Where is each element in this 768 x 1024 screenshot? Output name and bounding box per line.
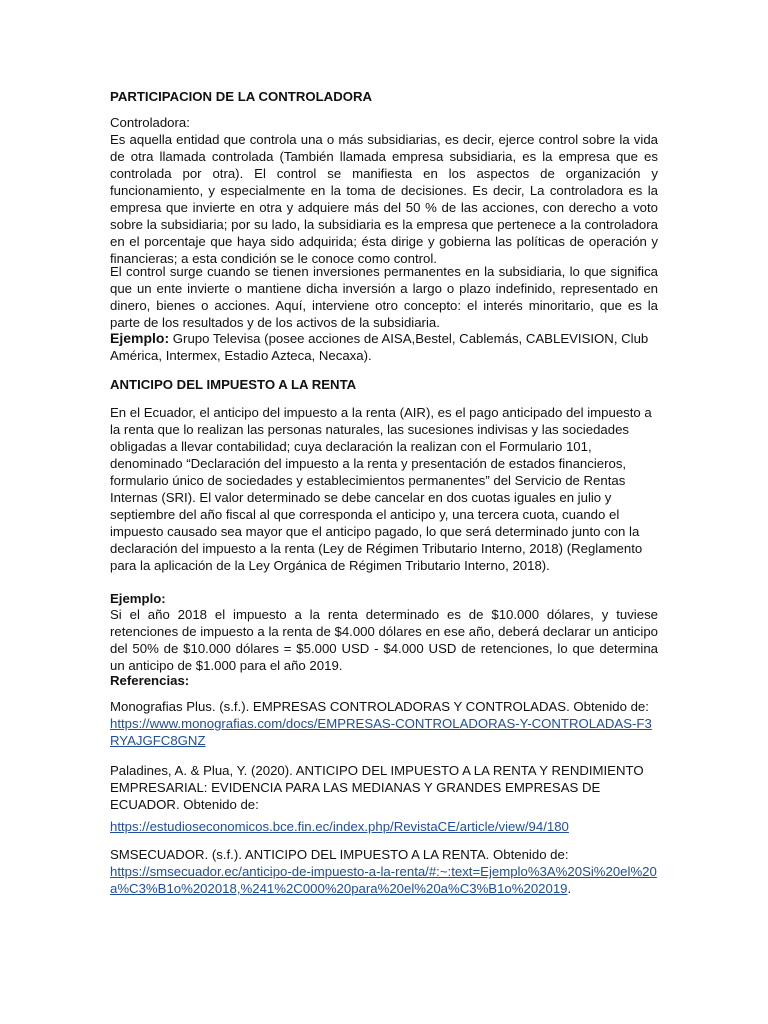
reference-item bbox=[110, 762, 658, 813]
example-label: Ejemplo: bbox=[110, 330, 170, 346]
section-title-controladora: PARTICIPACION DE LA CONTROLADORA bbox=[110, 89, 373, 104]
reference-suffix: . bbox=[567, 881, 572, 896]
reference-link[interactable]: https://estudioseconomicos.bce.fin.ec/index.php/RevistaCE/article/view/94/180 bbox=[110, 819, 569, 834]
reference-link[interactable]: https://www.monografias.com/docs/EMPRESAS-CONTROLADORAS-Y-CONTROLADAS-F3RYAJGFC8GNZ bbox=[110, 716, 652, 748]
reference-item bbox=[110, 698, 658, 749]
example-label-anticipo: Ejemplo: bbox=[110, 591, 166, 606]
subtitle-controladora: Controladora: bbox=[110, 115, 190, 130]
reference-text: Paladines, A. & Plua, Y. (2020). ANTICIPO DEL IMPUESTO A LA RENTA Y RENDIMIENTO EMPRESARIAL: EVIDENCIA PARA LAS MEDIANAS Y GRANDES EMPRESAS DE ECUADOR. Obtenido de: bbox=[110, 763, 644, 812]
references-label: Referencias: bbox=[110, 673, 190, 688]
paragraph-control-surge: El control surge cuando se tienen inversiones permanentes en la subsidiaria, lo que significa que un ente invierte o mantiene dicha inversión a largo o plazo indefinido, representado en dinero, bienes o acciones. Aquí, interviene otro concepto: el interés minoritario, que es la parte de los resultados y de los activos de la subsidiaria. bbox=[110, 264, 658, 330]
reference-link[interactable]: https://smsecuador.ec/anticipo-de-impuesto-a-la-renta/#:~:text=Ejemplo%3A%20Si%20el%20a%C3%B1o%202018,%241%2C000%20para%20el%20a%C3%B1o%202019 bbox=[110, 864, 657, 896]
paragraph-anticipo: En el Ecuador, el anticipo del impuesto a la renta (AIR), es el pago anticipado del impuesto a la renta que lo realizan las personas naturales, las sucesiones indivisas y las sociedades obligadas a llevar contabilidad; cuya declaración la realizan con el Formulario 101, denominado “Declaración del impuesto a la renta y presentación de estados financieros, formulario único de sociedades y establecimientos permanentes” del Servicio de Rentas Internas (SRI). El valor determinado se debe cancelar en dos cuotas iguales en julio y septiembre del año fiscal al que corresponda el anticipo y, una tercera cuota, cuando el impuesto causado sea mayor que el anticipo pagado, lo que será determinado junto con la declaración del impuesto a la renta (Ley de Régimen Tributario Interno, 2018) (Reglamento para la aplicación de la Ley Orgánica de Régimen Tributario Interno, 2018). bbox=[110, 405, 652, 573]
reference-item bbox=[110, 818, 658, 835]
example-text: Grupo Televisa (posee acciones de AISA,Bestel, Cablemás, CABLEVISION, Club América, Intermex, Estadio Azteca, Necaxa). bbox=[110, 331, 649, 363]
example-controladora bbox=[110, 330, 658, 364]
paragraph-example-anticipo: Si el año 2018 el impuesto a la renta determinado es de $10.000 dólares, y tuviese retenciones de impuesto a la renta de $4.000 dólares en ese año, deberá declarar un anticipo del 50% de $10.000 dólares = $5.000 USD - $4.000 USD de retenciones, lo que determina un anticipo de $1.000 para el año 2019. bbox=[110, 607, 658, 673]
paragraph-controladora-definition: Es aquella entidad que controla una o más subsidiarias, es decir, ejerce control sobre la vida de otra llamada controlada (También llamada empresa subsidiaria, es la empresa que es controlada por otra). El control se manifiesta en los aspectos de organización y funcionamiento, y especialmente en la toma de decisiones. Es decir, La controladora es la empresa que invierte en otra y adquiere más del 50 % de las acciones, con derecho a voto sobre la subsidiaria; por su lado, la subsidiaria es la empresa que pertenece a la controladora en el porcentaje que haya sido adquirida; ésta dirige y gobierna las políticas de operación y financieras; a esta condición se le conoce como control. bbox=[110, 132, 658, 266]
reference-text: Monografias Plus. (s.f.). EMPRESAS CONTROLADORAS Y CONTROLADAS. Obtenido de: bbox=[110, 699, 649, 714]
reference-text: SMSECUADOR. (s.f.). ANTICIPO DEL IMPUESTO A LA RENTA. Obtenido de: bbox=[110, 847, 569, 862]
section-title-anticipo: ANTICIPO DEL IMPUESTO A LA RENTA bbox=[110, 377, 357, 392]
reference-item bbox=[110, 846, 658, 897]
